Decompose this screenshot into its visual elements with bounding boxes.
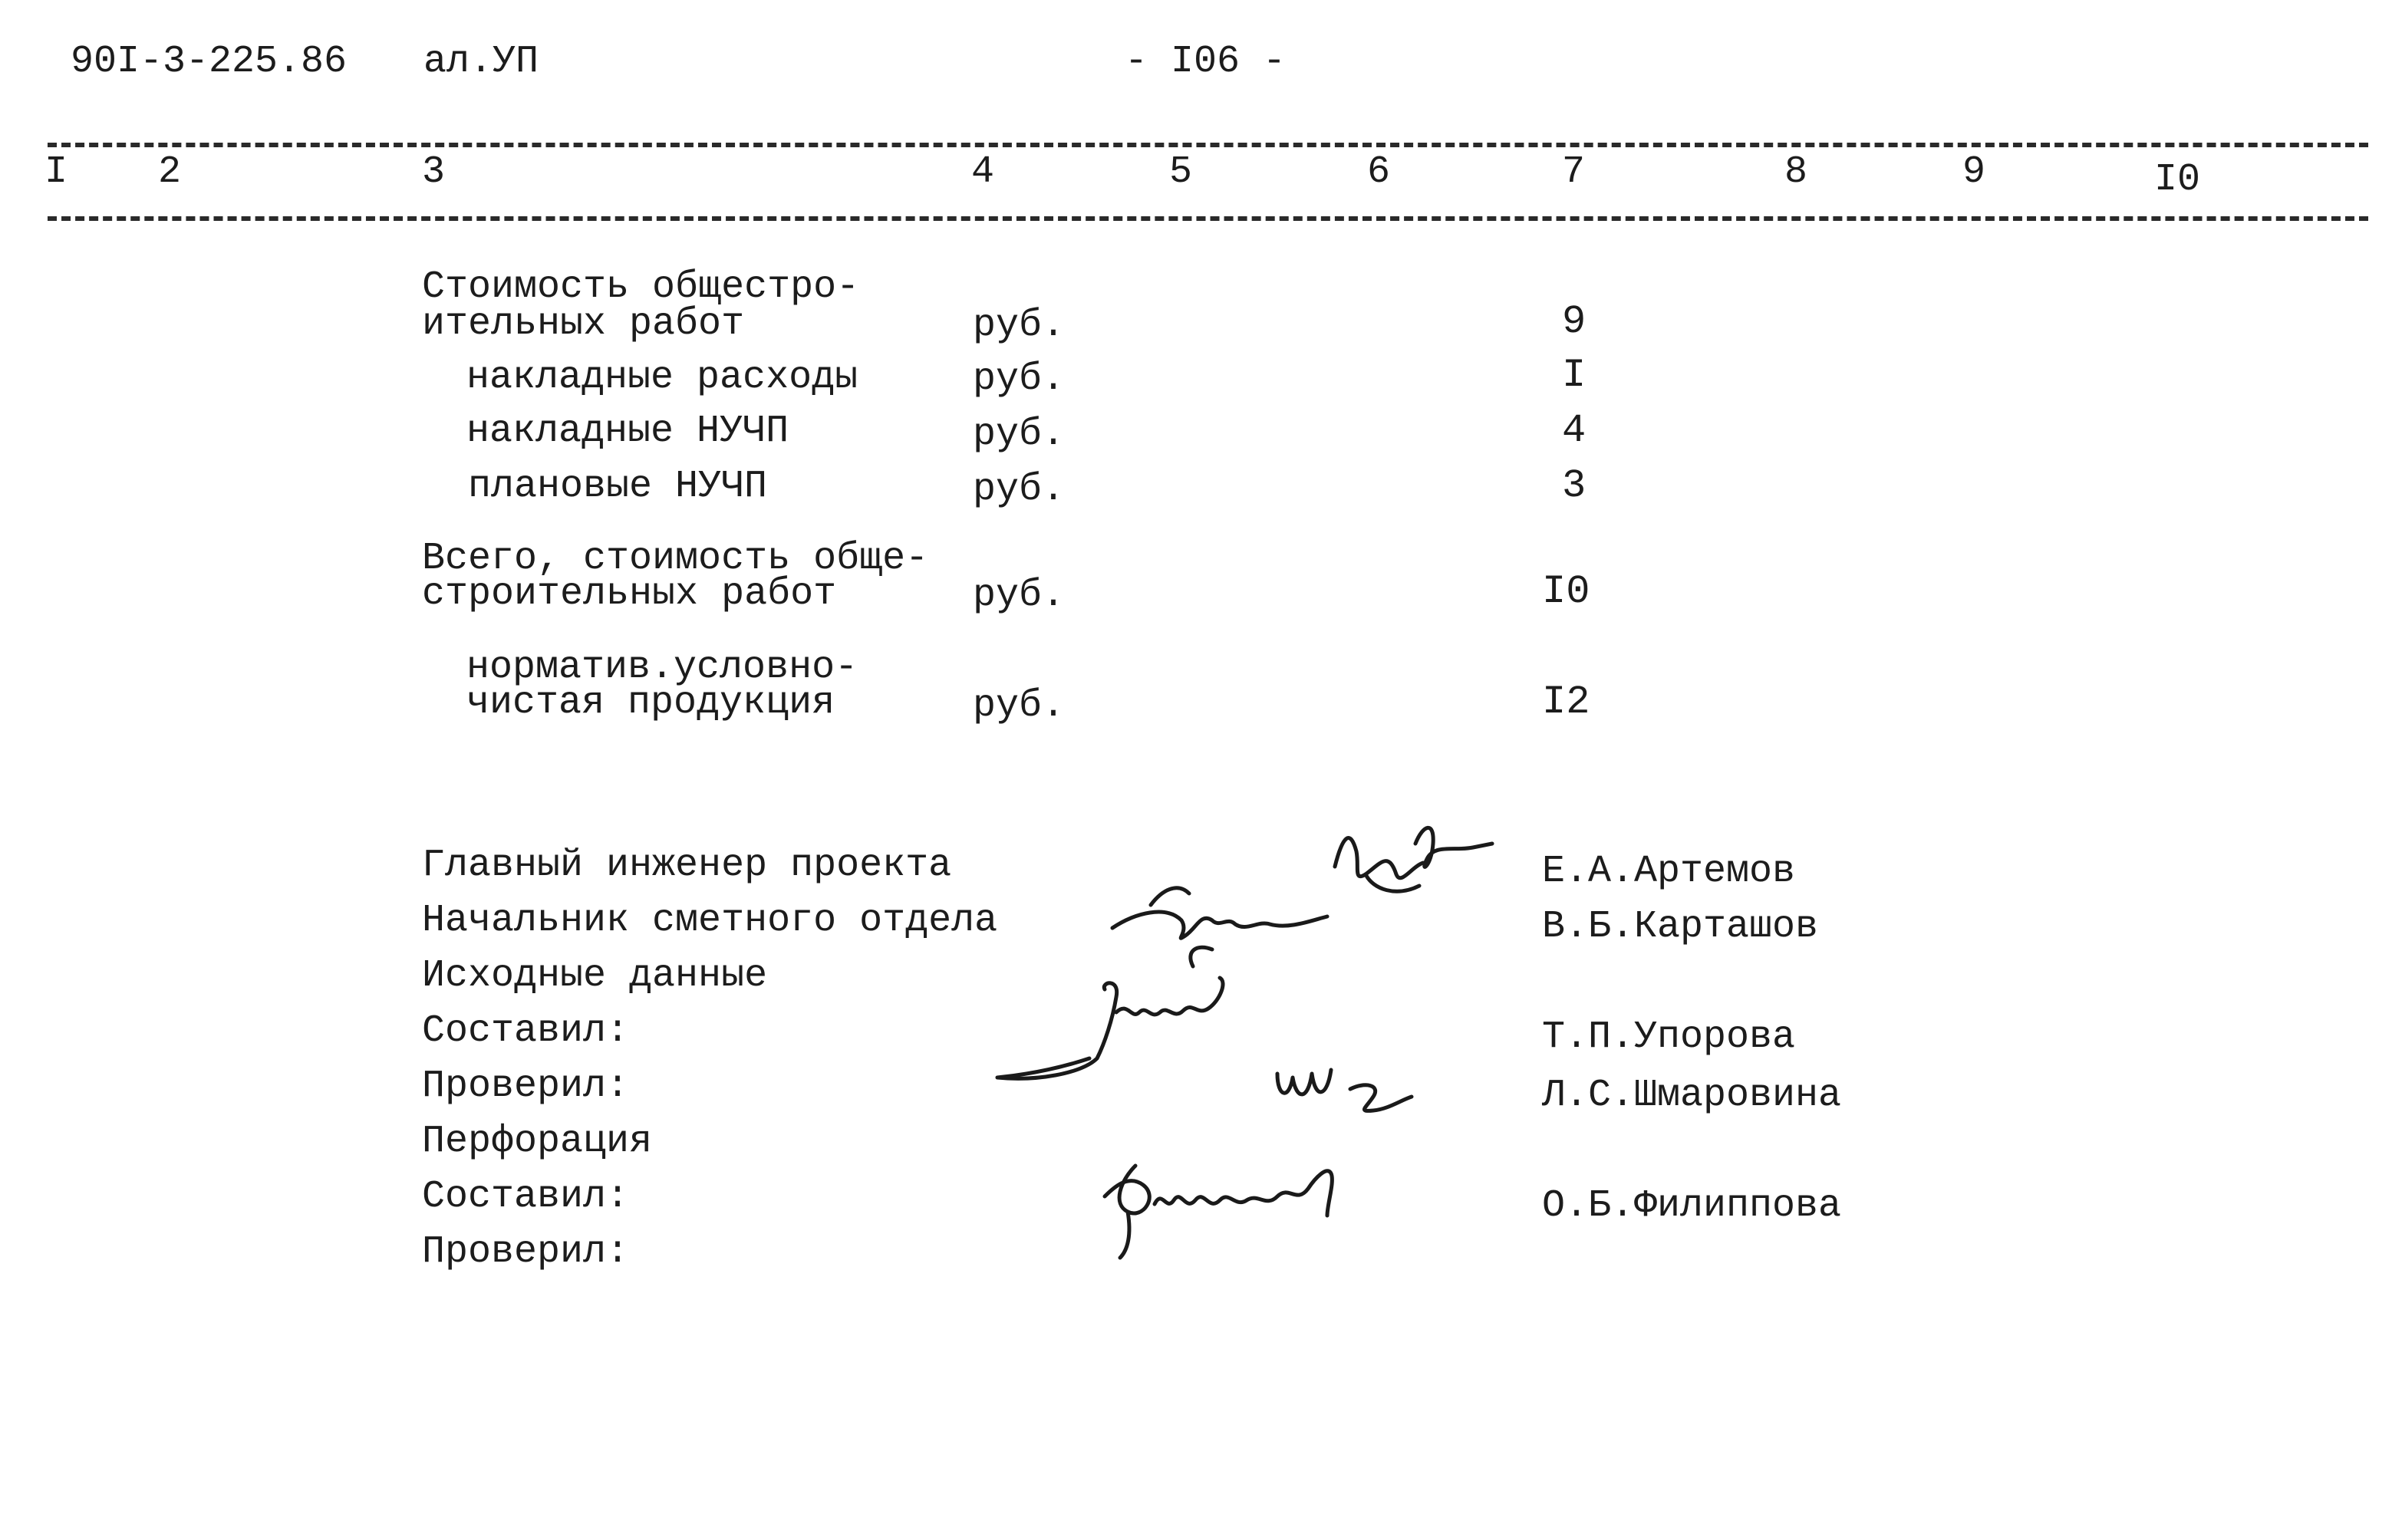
row-label-line1: накладные расходы xyxy=(466,356,858,400)
row-label-line1: Всего, стоимость обще- xyxy=(422,537,929,581)
name-shmarovina: Л.С.Шмаровина xyxy=(1542,1074,1842,1117)
document-code: 90I-3-225.86 xyxy=(71,40,348,84)
row-value: I0 xyxy=(1542,569,1590,614)
role-compiled-2: Составил: xyxy=(422,1175,630,1219)
row-value: 9 xyxy=(1562,299,1587,344)
signature-shmarovina-icon xyxy=(1273,1058,1419,1120)
role-compiled: Составил: xyxy=(422,1009,630,1053)
row-unit: руб. xyxy=(973,413,1066,456)
row-unit: руб. xyxy=(973,357,1066,401)
role-perforation: Перфорация xyxy=(422,1120,653,1163)
column-number-10: I0 xyxy=(2154,158,2201,202)
name-uporova: Т.П.Упорова xyxy=(1542,1015,1796,1059)
signature-filippova-icon xyxy=(1097,1158,1358,1265)
row-unit: руб. xyxy=(973,304,1066,347)
row-label-line2: строительных работ xyxy=(422,572,837,616)
row-unit: руб. xyxy=(973,468,1066,512)
role-checked-2: Проверил: xyxy=(422,1230,630,1274)
row-value: 4 xyxy=(1562,408,1587,453)
row-label-line2: ительных работ xyxy=(422,302,745,346)
name-artemov: Е.А.Артемов xyxy=(1542,850,1796,893)
row-value: I xyxy=(1562,353,1587,398)
role-source-data: Исходные данные xyxy=(422,954,768,998)
signature-artemov-icon xyxy=(1320,821,1496,920)
column-number-7: 7 xyxy=(1562,150,1586,194)
page-number: - I06 - xyxy=(1125,40,1287,84)
name-filippova: О.Б.Филиппова xyxy=(1542,1184,1842,1228)
row-label-line1: накладные НУЧП xyxy=(466,410,789,453)
role-checked: Проверил: xyxy=(422,1065,630,1108)
row-label-line1: норматив.условно- xyxy=(466,646,858,689)
signature-kartashov-icon xyxy=(1105,859,1335,974)
row-label-line1: Стоимость общестро- xyxy=(422,265,860,309)
column-number-3: 3 xyxy=(422,150,446,194)
column-number-6: 6 xyxy=(1367,150,1391,194)
bottom-dashed-rule xyxy=(48,216,2368,221)
row-unit: руб. xyxy=(973,684,1066,728)
sheet-label: ал.УП xyxy=(423,40,539,84)
column-number-1: I xyxy=(44,150,68,194)
column-number-8: 8 xyxy=(1784,150,1808,194)
row-value: I2 xyxy=(1542,680,1590,725)
top-dashed-rule xyxy=(48,143,2368,147)
column-number-9: 9 xyxy=(1962,150,1986,194)
signature-uporova-icon xyxy=(990,974,1281,1089)
row-value: 3 xyxy=(1562,463,1587,508)
role-chief-engineer: Главный инженер проекта xyxy=(422,844,952,887)
column-number-2: 2 xyxy=(158,150,182,194)
row-unit: руб. xyxy=(973,574,1066,617)
row-label-line2: чистая продукция xyxy=(466,681,835,725)
name-kartashov: В.Б.Карташов xyxy=(1542,905,1819,949)
column-number-4: 4 xyxy=(971,150,995,194)
column-number-5: 5 xyxy=(1169,150,1193,194)
row-label-line1: плановые НУЧП xyxy=(468,465,768,508)
role-estimate-head: Начальник сметного отдела xyxy=(422,899,998,943)
